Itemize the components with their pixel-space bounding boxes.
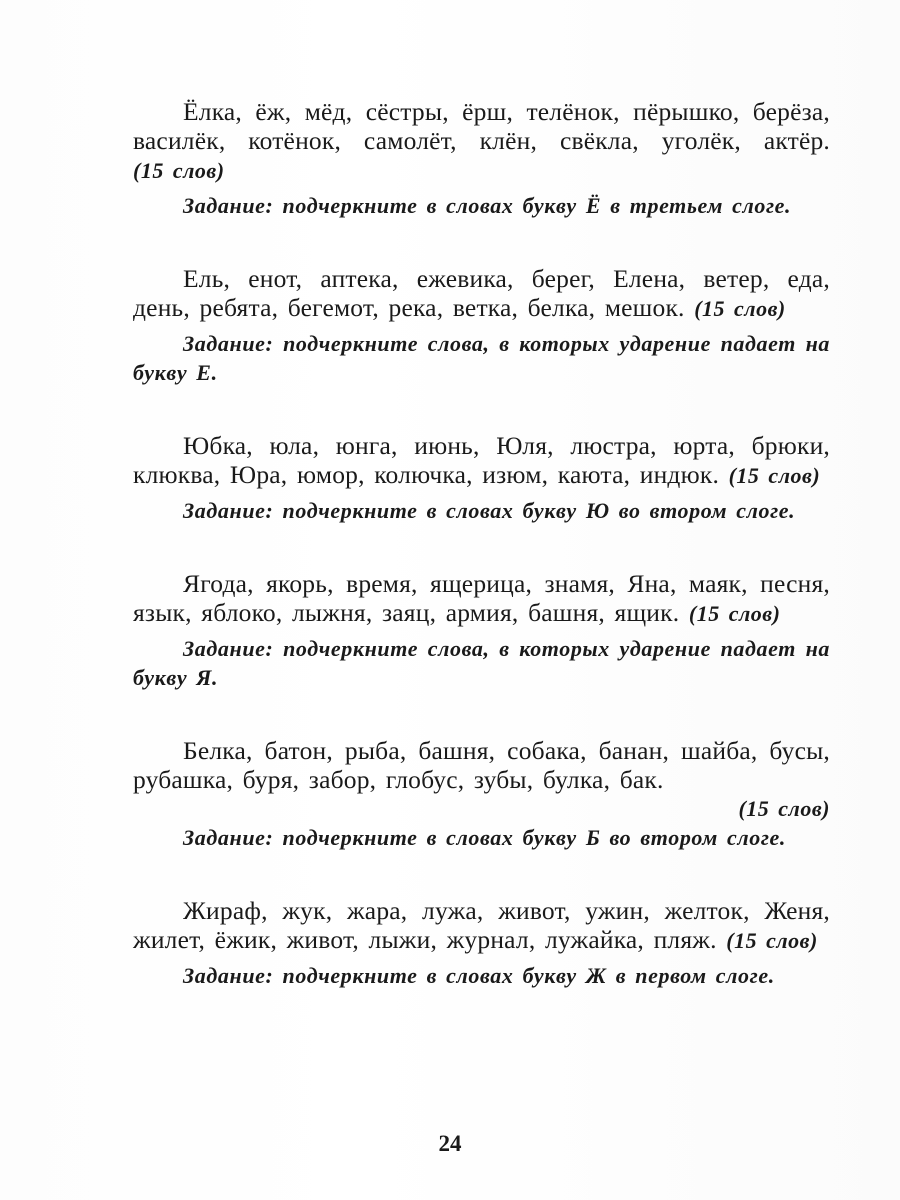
exercise-block [133, 569, 830, 692]
word-count: (15 слов) [728, 463, 821, 488]
word-count: (15 слов) [688, 601, 781, 626]
word-list [133, 736, 830, 823]
task-text: Задание: подчеркните в словах букву Ж в первом слоге. [183, 963, 775, 988]
word-count: (15 слов) [738, 796, 830, 821]
word-list-text: Юбка, юла, юнга, июнь, Юля, люстра, юрта, брюки, клюква, Юра, юмор, колючка, изюм, каюта, индюк. [133, 431, 830, 489]
task-text: Задание: подчеркните слова, в которых ударение падает на букву Е. [133, 331, 830, 385]
word-list-text: Ёлка, ёж, мёд, сёстры, ёрш, телёнок, пёрышко, берёза, василёк, котёнок, самолёт, клён, свёкла, уголёк, актёр. [133, 97, 830, 155]
task-text: Задание: подчеркните слова, в которых ударение падает на букву Я. [133, 636, 830, 690]
task-text: Задание: подчеркните в словах букву Ю во втором слоге. [183, 498, 796, 523]
task-text: Задание: подчеркните в словах букву Ё в третьем слоге. [183, 193, 792, 218]
word-count: (15 слов) [694, 296, 786, 321]
word-list-text: Ель, енот, аптека, ежевика, берег, Елена, ветер, еда, день, ребята, бегемот, река, ветка, белка, мешок. [133, 264, 830, 322]
word-count: (15 слов) [726, 928, 818, 953]
exercise-block [133, 896, 830, 990]
word-list [133, 896, 830, 955]
word-list [133, 569, 830, 628]
word-list-text: Ягода, якорь, время, ящерица, знамя, Яна, маяк, песня, язык, яблоко, лыжня, заяц, армия, башня, ящик. [133, 569, 830, 627]
exercise-block [133, 97, 830, 220]
exercise-block [133, 264, 830, 387]
word-list [133, 264, 830, 323]
page-content [133, 97, 830, 990]
page-number: 24 [438, 1131, 462, 1156]
word-list-text: Жираф, жук, жара, лужа, живот, ужин, желток, Женя, жилет, ёжик, живот, лыжи, журнал, лужайка, пляж. [133, 896, 830, 954]
word-list [133, 431, 830, 490]
exercise-block [133, 736, 830, 852]
task-text: Задание: подчеркните в словах букву Б во втором слоге. [183, 825, 787, 850]
exercise-block [133, 431, 830, 525]
word-count: (15 слов) [133, 158, 225, 183]
word-list [133, 97, 830, 185]
word-list-text: Белка, батон, рыба, башня, собака, банан, шайба, бусы, рубашка, буря, забор, глобус, зубы, булка, бак. [133, 736, 830, 794]
